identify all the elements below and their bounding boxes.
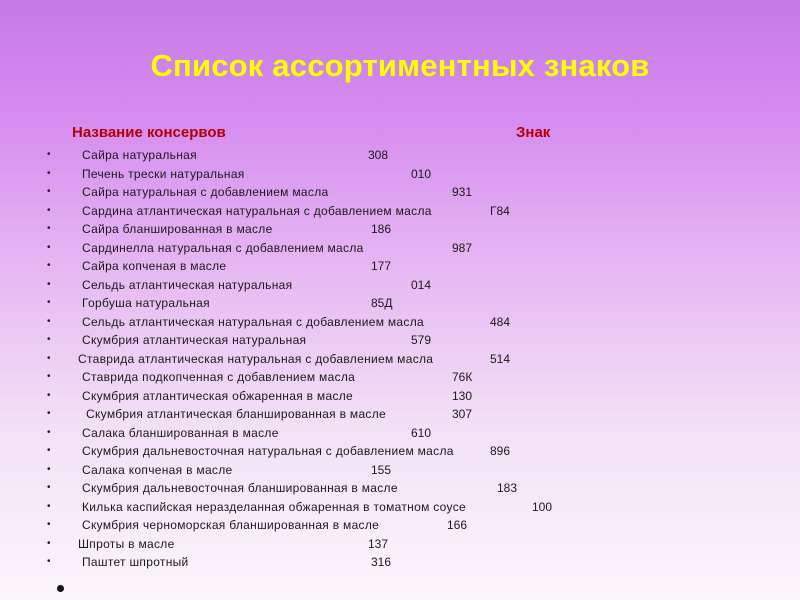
product-list [0, 146, 800, 572]
bullet-icon: • [47, 223, 51, 234]
product-code: 610 [411, 425, 432, 440]
list-item [0, 313, 800, 332]
product-name: Паштет шпротный [82, 555, 189, 569]
bullet-icon: • [47, 260, 51, 271]
product-name: Сельдь атлантическая натуральная с добавлением масла [82, 314, 424, 329]
bullet-icon: • [47, 297, 51, 308]
product-code: 987 [452, 240, 473, 255]
list-item [0, 165, 800, 184]
product-code: 931 [452, 185, 473, 199]
product-code: 183 [497, 481, 518, 495]
product-code: 85Д [371, 296, 393, 310]
product-name: Сардинелла натуральная с добавлением масла [82, 240, 364, 255]
product-code: 307 [452, 407, 473, 421]
product-name: Печень трески натуральная [82, 166, 245, 181]
product-code: 308 [368, 148, 389, 162]
bullet-icon: • [47, 186, 51, 197]
slide-title: Список ассортиментных знаков [150, 48, 650, 83]
list-item [0, 350, 800, 369]
list-item [0, 239, 800, 258]
list-item [0, 535, 800, 554]
list-item [0, 294, 800, 313]
product-name: Скумбрия атлантическая бланшированная в масле [86, 407, 386, 421]
product-name: Сардина атлантическая натуральная с добавлением масла [82, 203, 432, 218]
product-code: 186 [371, 222, 392, 236]
bullet-icon: • [47, 278, 51, 290]
bullet-icon: • [47, 537, 51, 549]
product-name: Скумбрия атлантическая натуральная [82, 333, 307, 347]
list-item [0, 405, 800, 424]
bullet-icon: • [47, 352, 51, 364]
bullet-icon: • [47, 556, 51, 567]
column-header-name: Название консервов [72, 124, 226, 141]
product-code: 010 [411, 166, 432, 181]
product-name: Шпроты в масле [78, 536, 175, 551]
list-item [0, 387, 800, 406]
product-code: 514 [490, 351, 511, 366]
list-item [0, 183, 800, 202]
bullet-icon: • [47, 149, 51, 160]
product-code: 155 [371, 462, 392, 477]
list-item [0, 553, 800, 572]
product-name: Скумбрия черноморская бланшированная в масле [82, 518, 380, 532]
bullet-icon: • [47, 334, 51, 345]
product-name: Ставрида атлантическая натуральная с добавлением масла [78, 351, 434, 366]
product-name: Ставрида подкопченная с добавлением масла [82, 370, 356, 384]
list-item [0, 368, 800, 387]
list-item [0, 498, 800, 517]
list-item [0, 516, 800, 535]
bullet-icon: • [47, 389, 51, 401]
list-item [0, 146, 800, 165]
product-code: 579 [411, 333, 432, 347]
list-item [0, 257, 800, 276]
product-code: 484 [490, 314, 511, 329]
bullet-icon: • [47, 408, 51, 419]
product-name: Скумбрия дальневосточная бланшированная в масле [82, 481, 398, 495]
bullet-icon: • [47, 371, 51, 382]
list-item [0, 442, 800, 461]
empty-bullet-icon [57, 585, 64, 592]
list-item [0, 479, 800, 498]
product-name: Сайра натуральная с добавлением масла [82, 185, 329, 199]
product-code: 896 [490, 444, 511, 458]
product-code: 177 [371, 259, 392, 273]
product-name: Салака копченая в масле [82, 462, 233, 477]
product-name: Сайра натуральная [82, 148, 197, 162]
product-name: Горбуша натуральная [82, 296, 210, 310]
product-code: 014 [411, 277, 432, 292]
bullet-icon: • [47, 463, 51, 475]
bullet-icon: • [47, 445, 51, 456]
product-name: Килька каспийская неразделанная обжаренная в томатном соусе [82, 499, 466, 514]
product-code: 137 [368, 536, 389, 551]
bullet-icon: • [47, 315, 51, 327]
bullet-icon: • [47, 167, 51, 179]
product-name: Сельдь атлантическая натуральная [82, 277, 293, 292]
list-item [0, 461, 800, 480]
product-code: Г84 [490, 203, 510, 218]
product-name: Сайра бланшированная в масле [82, 222, 273, 236]
bullet-icon: • [47, 241, 51, 253]
product-name: Сайра копченая в масле [82, 259, 227, 273]
list-item [0, 276, 800, 295]
bullet-icon: • [47, 204, 51, 216]
product-name: Скумбрия атлантическая обжаренная в масле [82, 388, 354, 403]
product-code: 100 [532, 499, 553, 514]
product-name: Салака бланшированная в масле [82, 425, 279, 440]
product-code: 166 [447, 518, 468, 532]
column-header-code: Знак [516, 124, 551, 141]
product-code: 316 [371, 555, 392, 569]
list-item [0, 220, 800, 239]
list-item [0, 202, 800, 221]
product-code: 130 [452, 388, 473, 403]
bullet-icon: • [47, 519, 51, 530]
bullet-icon: • [47, 426, 51, 438]
list-item [0, 331, 800, 350]
product-code: 76К [452, 370, 473, 384]
list-item [0, 424, 800, 443]
bullet-icon: • [47, 500, 51, 512]
bullet-icon: • [47, 482, 51, 493]
product-name: Скумбрия дальневосточная натуральная с добавлением масла [82, 444, 454, 458]
